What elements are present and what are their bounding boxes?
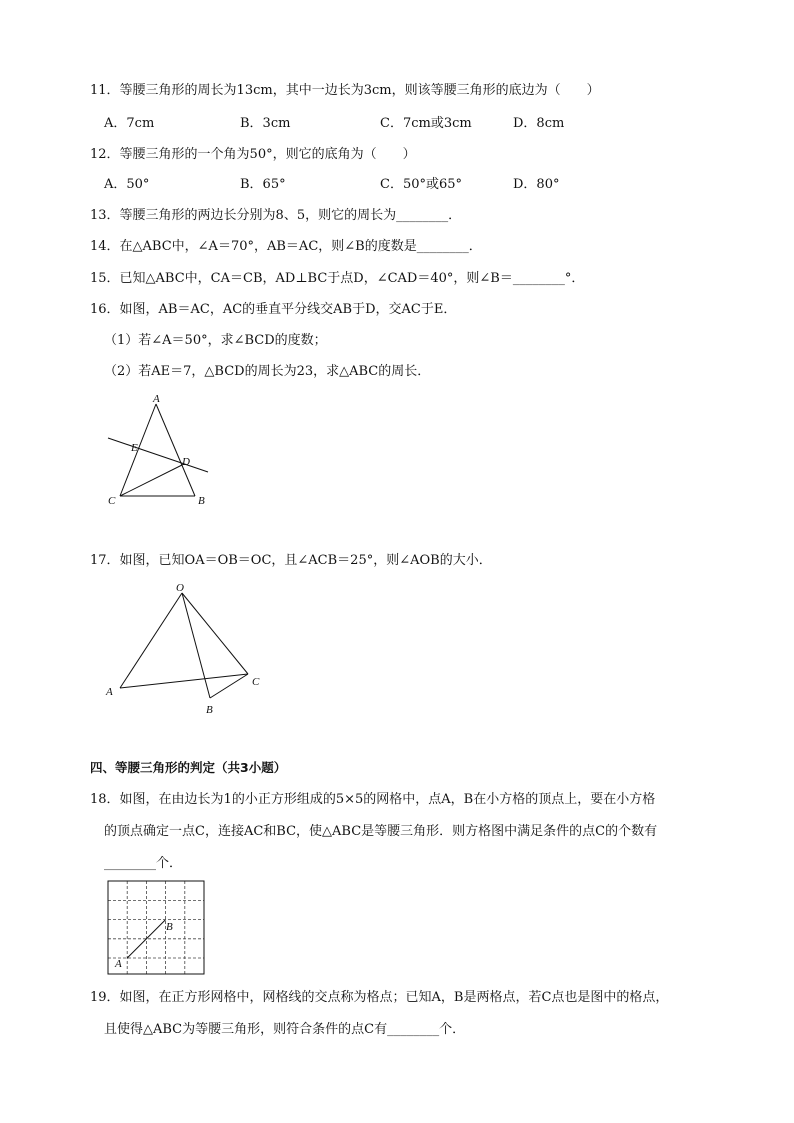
label-a: A — [106, 686, 113, 698]
q11-stem: 11．等腰三角形的周长为13cm，其中一边长为3cm，则该等腰三角形的底边为（ ） — [90, 83, 600, 98]
segment-cd — [120, 464, 184, 496]
label-b: B — [166, 921, 173, 933]
segment-oa — [120, 593, 182, 688]
q11-option-b: B．3cm — [240, 116, 291, 131]
q18-line-3: ________个． — [104, 856, 183, 871]
q16-part2: （2）若AE＝7，△BCD的周长为23，求△ABC的周长． — [104, 364, 431, 379]
q12-option-b: B．65° — [240, 177, 286, 192]
q11-option-d: D．8cm — [513, 116, 565, 131]
q16-triangle-figure — [100, 390, 220, 510]
q11-option-a: A．7cm — [104, 116, 155, 131]
perpendicular-bisector-line — [108, 438, 208, 472]
label-e: E — [131, 442, 138, 454]
q12-option-c: C．50°或65° — [380, 177, 463, 192]
q19-line-1: 19．如图，在正方形网格中，网格线的交点称为格点；已知A，B是两格点，若C点也是图中的格点， — [90, 990, 669, 1005]
grid-lines — [108, 881, 204, 974]
label-b: B — [198, 495, 205, 507]
label-a: A — [153, 393, 160, 405]
label-b: B — [206, 704, 213, 716]
q17-stem: 17．如图，已知OA＝OB＝OC，且∠ACB＝25°，则∠AOB的大小． — [90, 553, 492, 568]
q16-stem: 16．如图，AB＝AC，AC的垂直平分线交AB于D，交AC于E． — [90, 302, 457, 317]
q12-option-a: A．50° — [104, 177, 150, 192]
q11-option-c: C．7cm或3cm — [380, 116, 472, 131]
segment-ab — [156, 404, 195, 496]
q17-triangle-figure — [100, 578, 270, 720]
segment-ob — [182, 593, 210, 698]
segment-oc — [182, 593, 248, 674]
segment-ac — [120, 404, 156, 496]
q12-option-d: D．80° — [513, 177, 560, 192]
label-c: C — [252, 676, 260, 688]
q18-grid-figure — [104, 878, 208, 978]
q16-part1: （1）若∠A＝50°，求∠BCD的度数； — [104, 333, 327, 348]
label-a: A — [115, 958, 122, 970]
section-4-heading: 四、等腰三角形的判定（共3小题） — [90, 760, 287, 775]
q15-text: 15．已知△ABC中，CA＝CB，AD⊥BC于点D，∠CAD＝40°，则∠B＝________°． — [90, 271, 585, 286]
q12-stem: 12．等腰三角形的一个角为50°，则它的底角为（ ） — [90, 147, 416, 162]
q13-text: 13．等腰三角形的两边长分别为8、5，则它的周长为________． — [90, 208, 462, 223]
label-o: O — [176, 582, 184, 594]
label-c: C — [108, 495, 116, 507]
q18-line-1: 18．如图，在由边长为1的小正方形组成的5×5的网格中，点A，B在小方格的顶点上，要在小方格 — [90, 792, 656, 807]
q18-line-2: 的顶点确定一点C，连接AC和BC，使△ABC是等腰三角形．则方格图中满足条件的点C的个数有 — [104, 824, 658, 839]
grid-border — [108, 881, 204, 974]
q19-line-2: 且使得△ABC为等腰三角形，则符合条件的点C有________个． — [104, 1022, 466, 1037]
q14-text: 14．在△ABC中，∠A＝70°，AB＝AC，则∠B的度数是________． — [90, 239, 482, 254]
label-d: D — [182, 456, 190, 468]
